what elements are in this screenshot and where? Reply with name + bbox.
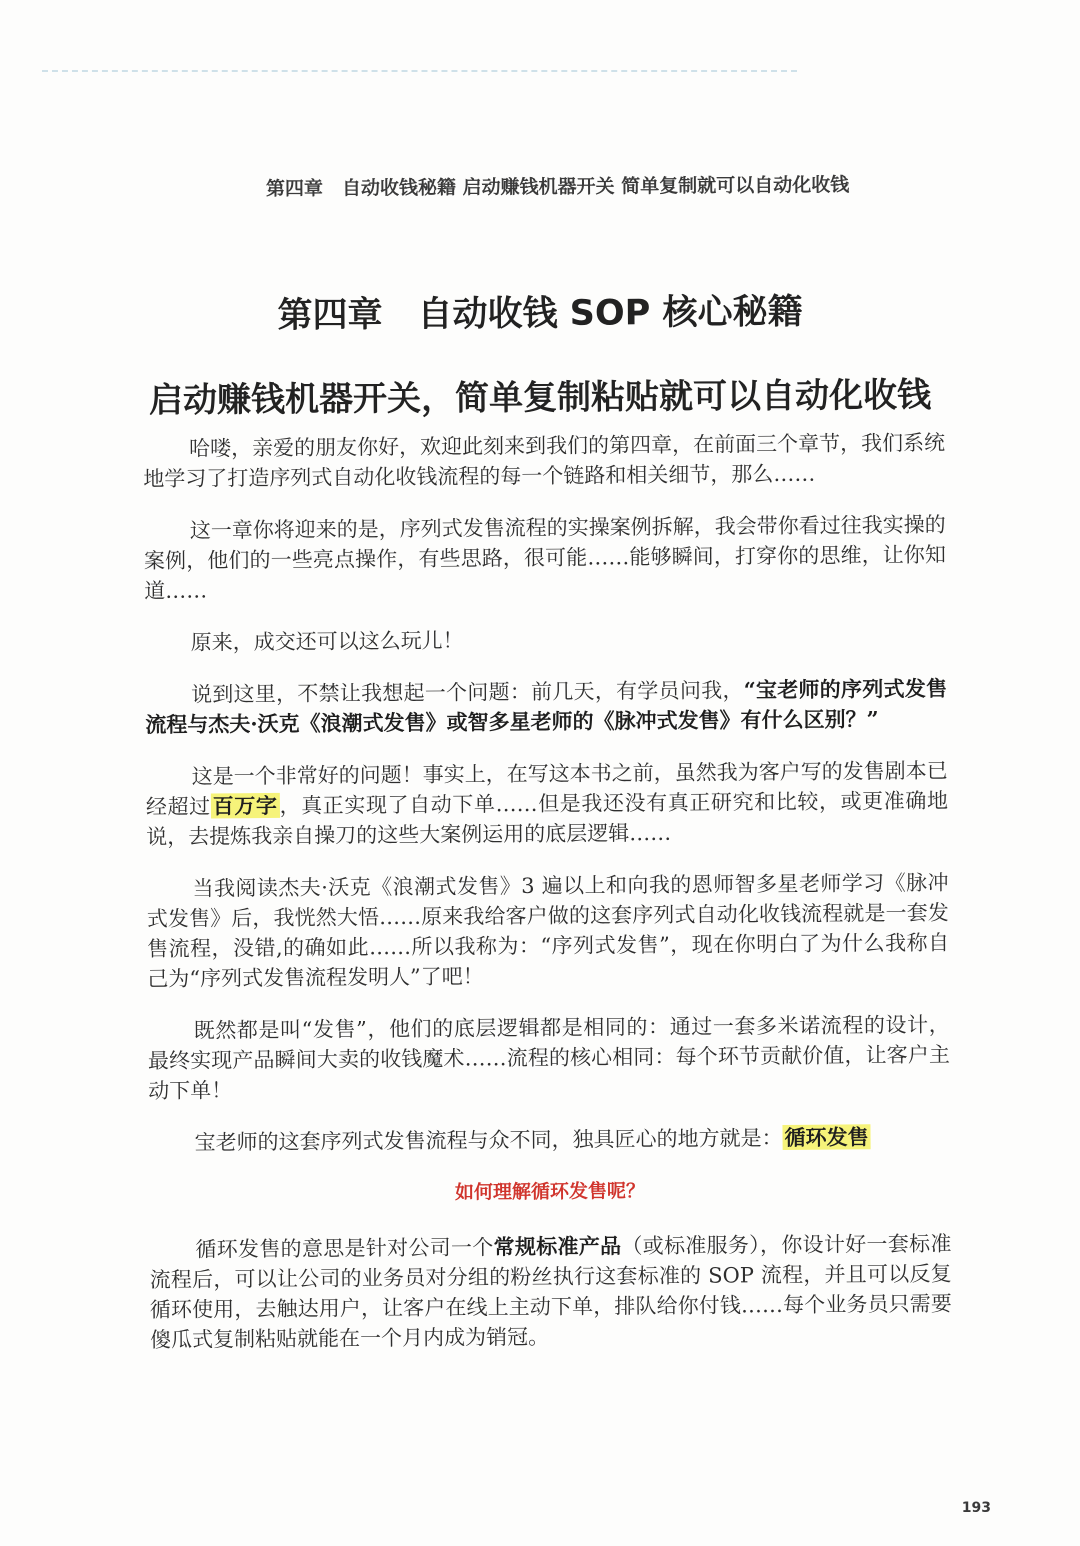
paragraph: 哈喽，亲爱的朋友你好，欢迎此刻来到我们的第四章，在前面三个章节，我们系统地学习了打造序列式自动化收钱流程的每一个链路和相关细节，那么…… bbox=[143, 430, 946, 491]
paragraph bbox=[148, 1122, 950, 1158]
paragraph-text: 这是一个非常好的问题！事实上，在写这本书之前，虽然我为客户写的发售剧本已经超过 bbox=[145, 758, 948, 819]
highlighted-text: 循环发售 bbox=[784, 1124, 869, 1150]
paragraph: 这一章你将迎来的是，序列式发售流程的实操案例拆解，我会带你看过往我实操的案例，他们的一些亮点操作，有些思路，很可能……能够瞬间，打穿你的思维，让你知道…… bbox=[143, 512, 947, 603]
chapter-title: 第四章 自动收钱 SOP 核心秘籍 bbox=[277, 292, 803, 336]
chapter-subtitle: 启动赚钱机器开关，简单复制粘贴就可以自动化收钱 bbox=[148, 375, 932, 421]
running-header: 第四章 自动收钱秘籍 启动赚钱机器开关 简单复制就可以自动化收钱 bbox=[265, 173, 850, 200]
paragraph-text: ，真正实现了自动下单……但是我还没有真正研究和比较，或更准确地说，去提炼我亲自操刀的这些大案例运用的底层逻辑…… bbox=[146, 788, 949, 849]
bold-text: 常规标准产品 bbox=[493, 1233, 622, 1260]
paragraph bbox=[149, 1229, 952, 1355]
paragraph-text: 循环发售的意思是针对公司一个 bbox=[195, 1235, 494, 1262]
paragraph bbox=[145, 674, 947, 740]
paragraph-text: （或标准服务），你设计好一套标准流程后，可以让公司的业务员对分组的粉丝执行这套标准的 SOP 流程，并且可以反复循环使用，去触达用户，让客户在线上主动下单，排队给你付钱……每个业务员只需要傻瓜式复制粘贴就能在一个月内成为销冠。 bbox=[149, 1231, 952, 1352]
paragraph: 原来，成交还可以这么玩儿！ bbox=[190, 628, 464, 655]
paragraph bbox=[146, 756, 949, 852]
paragraph: 既然都是叫“发售”，他们的底层逻辑都是相同的：通过一套多米诺流程的设计，最终实现产品瞬间大卖的收钱魔术……流程的核心相同：每个环节贡献价值，让客户主动下单！ bbox=[147, 1012, 950, 1103]
highlighted-text: 百万字 bbox=[212, 792, 278, 819]
bold-quote: “宝老师的序列式发售流程与杰夫·沃克《浪潮式发售》或智多星老师的《脉冲式发售》有什么区别？” bbox=[145, 675, 948, 737]
top-divider bbox=[42, 70, 797, 72]
paragraph-text: 宝老师的这套序列式发售流程与众不同，独具匠心的地方就是： bbox=[194, 1125, 783, 1155]
body-text bbox=[143, 428, 952, 1377]
page-number: 193 bbox=[961, 1500, 991, 1516]
paragraph-text: 说到这里，不禁让我想起一个问题：前几天，有学员问我， bbox=[190, 678, 744, 707]
paragraph: 当我阅读杰夫·沃克《浪潮式发售》3 遍以上和向我的恩师智多星老师学习《脉冲式发售》后，我恍然大悟……原来我给客户做的这套序列式自动化收钱流程就是一套发售流程，没错,的确如此……所以我称为：“序列式发售”，现在你明白了为什么我称自己为“序列式发售流程发明人”了吧！ bbox=[146, 870, 950, 991]
section-heading: 如何理解循环发售呢？ bbox=[454, 1180, 646, 1204]
